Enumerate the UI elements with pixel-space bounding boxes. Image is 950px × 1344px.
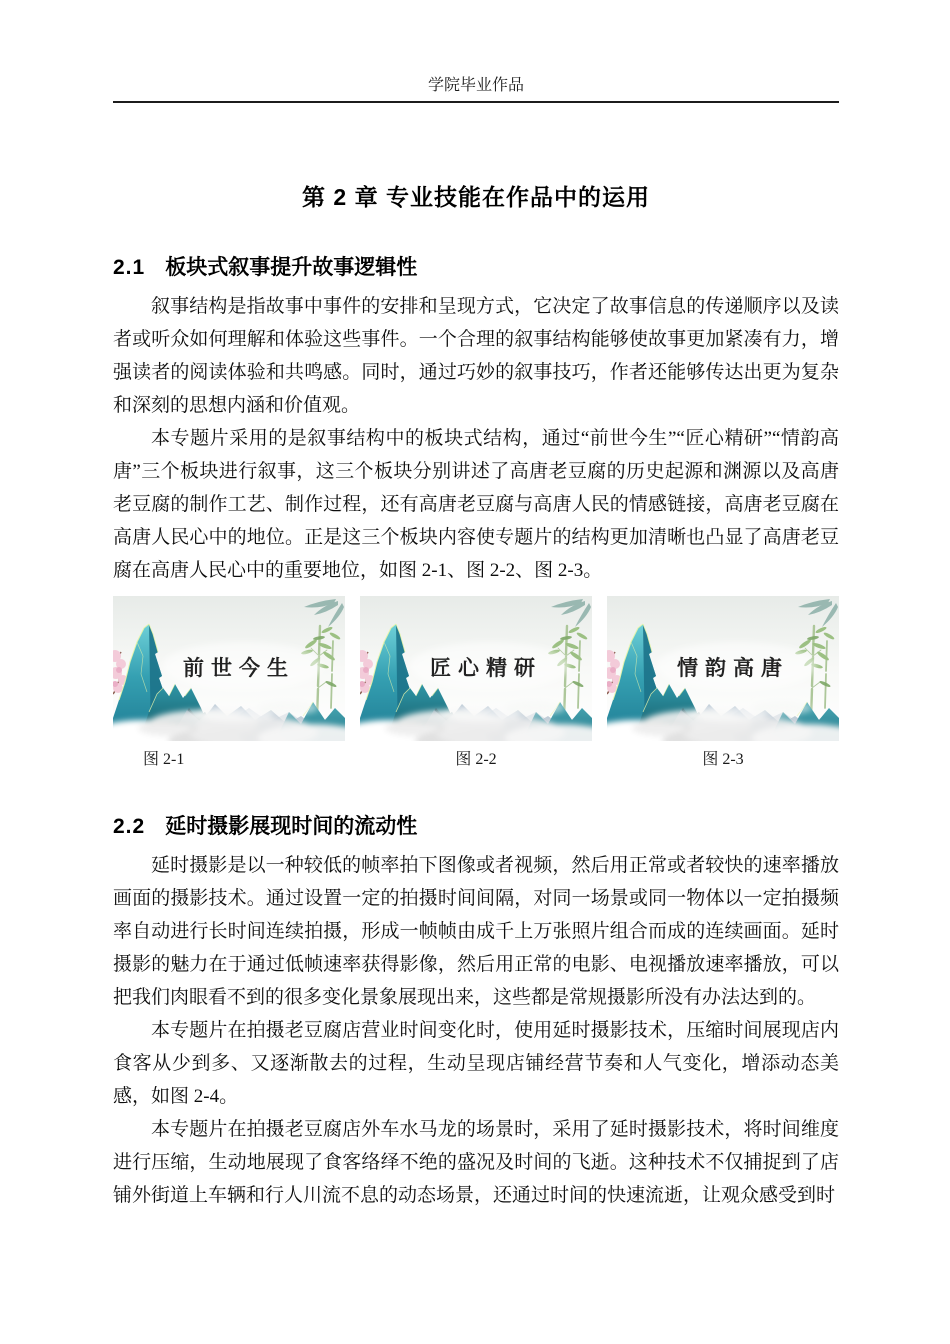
captions-row — [113, 749, 839, 771]
section-title: 延时摄影展现时间的流动性 — [165, 815, 418, 838]
running-header — [113, 76, 839, 103]
figure-2-1-label: 前世今生 — [183, 656, 295, 680]
paragraph: 延时摄影是以一种较低的帧率拍下图像或者视频，然后用正常或者较快的速率播放画面的摄影技术。通过设置一定的拍摄时间间隔，对同一场景或同一物体以一定拍摄频率自动进行长时间连续拍摄，形成一帧帧由成千上万张照片组合而成的连续画面。延时摄影的魅力在于通过低帧速率获得影像，然后用正常的电影、电视播放速率播放，可以把我们肉眼看不到的很多变化景象展现出来，这些都是常规摄影所没有办法达到的。 — [113, 855, 839, 1008]
paragraph: 本专题片在拍摄老豆腐店外车水马龙的场景时，采用了延时摄影技术，将时间维度进行压缩，生动地展现了食客络绎不绝的盛况及时间的飞逝。这种技术不仅捕捉到了店铺外街道上车辆和行人川流不息的动态场景，还通过时间的快速流逝，让观众感受到时 — [113, 1119, 839, 1206]
figure-2-2-label: 匠心精研 — [430, 656, 542, 680]
section-heading-2-2 — [113, 813, 839, 841]
chapter-title: 第 2 章 专业技能在作品中的运用 — [302, 184, 650, 210]
section-title: 板块式叙事提升故事逻辑性 — [165, 256, 418, 279]
section-number: 2.2 — [113, 815, 146, 838]
figure-2-2-caption: 图 2-2 — [455, 751, 497, 768]
figure-2-1-caption: 图 2-1 — [143, 751, 185, 768]
figure-2-3-label: 情韵高唐 — [677, 656, 789, 680]
section-number: 2.1 — [113, 256, 146, 279]
paragraph: 本专题片在拍摄老豆腐店营业时间变化时，使用延时摄影技术，压缩时间展现店内食客从少到多、又逐渐散去的过程，生动呈现店铺经营节奏和人气变化，增添动态美感，如图 2-4。 — [113, 1020, 839, 1107]
figures-row — [113, 596, 839, 741]
paragraph: 本专题片采用的是叙事结构中的板块式结构，通过“前世今生”“匠心精研”“情韵高唐”三个板块进行叙事，这三个板块分别讲述了高唐老豆腐的历史起源和渊源以及高唐老豆腐的制作工艺、制作过程，还有高唐老豆腐与高唐人民的情感链接，高唐老豆腐在高唐人民心中的地位。正是这三个板块内容使专题片的结构更加清晰也凸显了高唐老豆腐在高唐人民心中的重要地位，如图 2-1、图 2-2、图 2-3。 — [113, 428, 839, 581]
figure-2-3-caption: 图 2-3 — [702, 751, 744, 768]
figure-2-2-image — [360, 596, 592, 741]
figure-2-1-image — [113, 596, 345, 741]
figure-2-3-image — [607, 596, 839, 741]
running-header-title: 学院毕业作品 — [427, 77, 524, 94]
section-heading-2-1 — [113, 254, 839, 282]
paragraph: 叙事结构是指故事中事件的安排和呈现方式，它决定了故事信息的传递顺序以及读者或听众如何理解和体验这些事件。一个合理的叙事结构能够使故事更加紧凑有力，增强读者的阅读体验和共鸣感。同时，通过巧妙的叙事技巧，作者还能够传达出更为复杂和深刻的思想内涵和价值观。 — [113, 296, 839, 416]
